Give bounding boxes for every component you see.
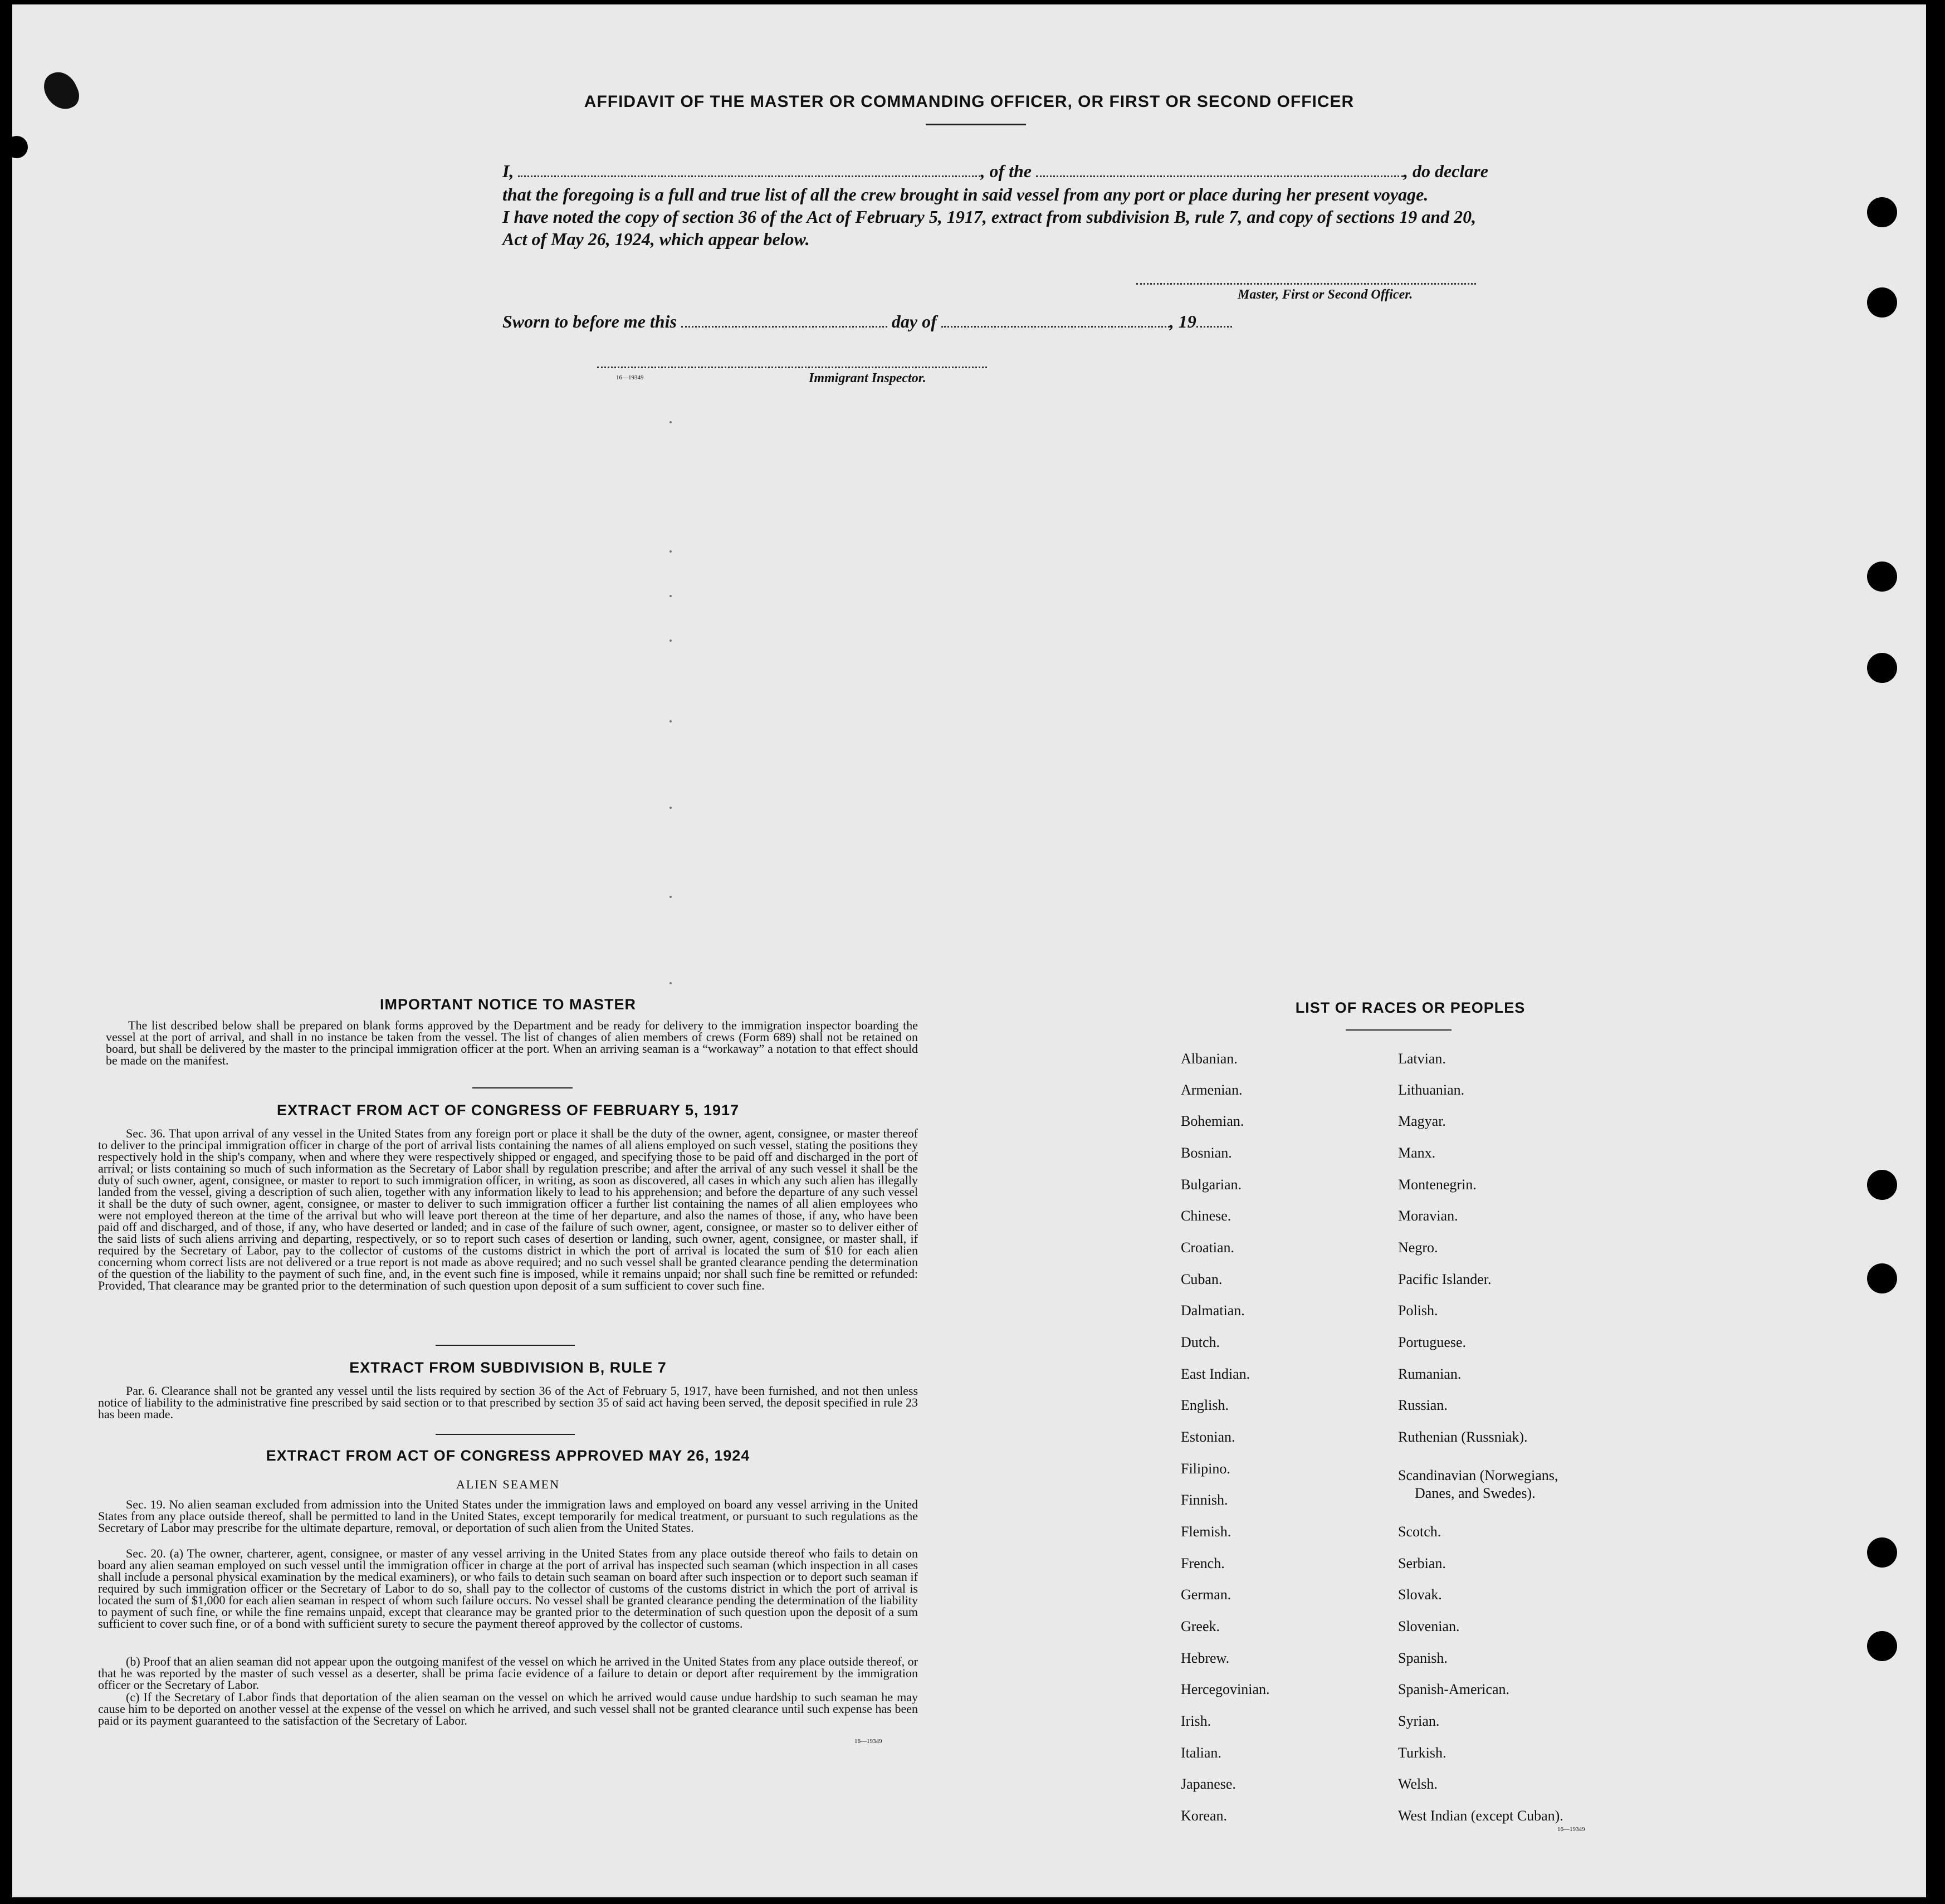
race-item: Lithuanian. [1398,1082,1465,1098]
race-item: Manx. [1398,1145,1436,1161]
subdivision-body: Par. 6. Clearance shall not be granted any vessel until the lists required by section 36 of the Act of February 5, 1917, have been furnished, and not then unless notice of liability to the administrative fine prescribed by said section or to that prescribed by section 35 of said act having been served, the deposit specified in rule 23 has been made. [98,1384,918,1421]
race-item: Armenian. [1181,1082,1243,1098]
fold-dot [669,896,672,898]
punch-hole [1867,562,1897,592]
punch-hole [1867,653,1897,683]
affidavit-line-4: Act of May 26, 1924, which appear below. [502,229,810,249]
race-item: Bosnian. [1181,1145,1232,1161]
race-item: Russian. [1398,1397,1448,1413]
extract-1917-divider [436,1345,575,1346]
punch-hole [6,136,28,158]
notice-title: IMPORTANT NOTICE TO MASTER [380,996,636,1013]
race-item: Hercegovinian. [1181,1681,1270,1697]
race-item: Moravian. [1398,1208,1458,1224]
inspector-signature-line[interactable] [597,367,987,368]
race-item: Danes, and Swedes). [1415,1485,1536,1501]
race-item: Estonian. [1181,1429,1235,1445]
race-item: Latvian. [1398,1051,1446,1067]
race-item: Japanese. [1181,1776,1236,1792]
sworn-text: Sworn to before me this [502,311,677,331]
race-item: Ruthenian (Russniak). [1398,1429,1528,1445]
race-item: Dutch. [1181,1334,1220,1350]
race-item: Scotch. [1398,1524,1441,1540]
extract-1924-sec20a: Sec. 20. (a) The owner, charterer, agent, consignee, or master of any vessel arriving in the United States from any place outside thereof who fails to detain on board any alien seaman employed on such vessel until the immigration officer in charge at the port of arrival has inspected such seaman (which inspection in all cases shall include a personal physical examination by the medical examiners), or who fails to detain such seaman on board after such inspection or to deport such seaman if required by such immigration officer or the Secretary of Labor to do so, shall pay to the collector of customs of the customs district in which the port of arrival is located the sum of $1,000 for each alien seaman in respect of whom such failure occurs. No vessel shall be granted clearance pending the determination of the liability to payment of such fine, or while the fine remains unpaid, except that clearance may be granted prior to the determination of such question upon the deposit of a sum sufficient to cover such fine, or of a bond with sufficient surety to secure the payment thereof approved by the collector of customs. [98,1546,918,1630]
inspector-signature-label: Immigrant Inspector. [809,371,926,385]
race-item: Spanish. [1398,1650,1448,1666]
race-item: Scandinavian (Norwegians, [1398,1467,1558,1483]
fold-dot [669,550,672,553]
race-item: Pacific Islander. [1398,1271,1492,1287]
extract-1924-sec20c: (c) If the Secretary of Labor finds that deportation of the alien seaman on the vessel on which he arrived would cause undue hardship to such seaman he may cause him to be deported on another vessel at the expense of the vessel on which he arrived, and such vessel shall not be granted clearance until such expense has been paid or its payment guaranteed to the satisfaction of the Secretary of Labor. [98,1690,918,1727]
declare-text: , do declare [1404,161,1488,181]
race-item: Irish. [1181,1713,1211,1729]
race-item: Filipino. [1181,1461,1230,1477]
affidavit-title: AFFIDAVIT OF THE MASTER OR COMMANDING OFFICER, OR FIRST OR SECOND OFFICER [584,92,1355,111]
form-number: 16—19349 [616,374,644,381]
title-underline [926,124,1026,125]
race-item: Slovenian. [1398,1618,1460,1634]
fold-dot [669,595,672,597]
race-item: Hebrew. [1181,1650,1230,1666]
punch-hole [1867,1537,1897,1568]
fold-dot [669,982,672,984]
fold-dot [669,639,672,642]
extract-1917-body: Sec. 36. That upon arrival of any vessel in the United States from any foreign port or place it shall be the duty of the owner, agent, consignee, or master thereof to deliver to the principal immigration officer in charge of the port of arrival lists containing the names of all aliens employed on such vessel, stating the positions they respectively hold in the ship's company, when and where they were respectively shipped or engaged, and specifying those to be paid off and discharged in the port of arrival; or lists containing so much of such information as the Secretary of Labor shall by regulation prescribe; and after the arrival of any such vessel it shall be the duty of such owner, agent, consignee, or master to report to such immigration officer, in writing, as soon as discovered, all cases in which any such alien has illegally landed from the vessel, giving a description of such alien, together with any information likely to lead to his apprehension; and before the departure of any such vessel it shall be the duty of such owner, agent, consignee, or master to deliver to such immigration officer a further list containing the names of all alien employees who were not employed thereon at the time of the arrival but who will leave port thereon at the time of her departure, and also the names of those, if any, who have been paid off and discharged, and of those, if any, who have deserted or landed; and in case of the failure of such owner, agent, consignee, or master so to deliver either of the said lists of such aliens arriving and departing, respectively, or so to report such cases of desertion or landing, such owner, agent, consignee, or master shall, if required by the Secretary of Labor, pay to the collector of customs of the customs district in which the port of arrival is located the sum of $10 for each alien concerning whom correct lists are not delivered or a true report is not made as above required; and no such vessel shall be granted clearance pending the determination of the question of the liability to the payment of such fine, and, in the event such fine is imposed, while it remains unpaid; nor shall such fine be remitted or refunded: Provided, That clearance may be granted prior to the determination of such question upon deposit of a sum sufficient to cover such fine. [98,1126,918,1292]
punch-hole [1867,197,1897,227]
punch-hole [1867,287,1897,318]
extract-1924-title: EXTRACT FROM ACT OF CONGRESS APPROVED MAY 26, 1924 [266,1447,750,1464]
year-blank[interactable] [1196,313,1232,328]
race-item: Dalmatian. [1181,1302,1245,1319]
race-item: Serbian. [1398,1555,1446,1571]
vessel-blank[interactable] [1036,162,1404,177]
affidavit-line-2: that the foregoing is a full and true list of all the crew brought in said vessel from any port or place during her present voyage. [502,184,1429,204]
race-item: Flemish. [1181,1524,1231,1540]
race-item: Welsh. [1398,1776,1438,1792]
races-title-underline [1346,1029,1452,1031]
master-signature-label: Master, First or Second Officer. [1238,287,1413,302]
race-item: Slovak. [1398,1586,1442,1603]
race-item: Polish. [1398,1302,1438,1319]
race-item: Negro. [1398,1239,1438,1256]
race-item: Finnish. [1181,1492,1228,1508]
notice-body: The list described below shall be prepared on blank forms approved by the Department and be ready for delivery to the immigration inspector boarding the vessel at the port of arrival, and shall in no instance be taken from the vessel. The list of changes of alien members of crews (Form 689) shall not be retained on board, but shall be delivered by the master to the principal immigration officer at the port. When an arriving seaman is a “workaway” a notation to that effect should be made on the manifest. [106,1018,918,1067]
race-item: French. [1181,1555,1225,1571]
extract-1924-sec20b: (b) Proof that an alien seaman did not appear upon the outgoing manifest of the vessel on which he arrived in the United States from any place outside thereof, or that he was reported by the master of such vessel as a deserter, shall be prima facie evidence of a failure to detain or deport after requirement by the immigration officer or the Secretary of Labor. [98,1654,918,1692]
day-blank[interactable] [681,313,887,328]
race-item: Portuguese. [1398,1334,1467,1350]
punch-hole [1867,1263,1897,1293]
fold-dot [669,421,672,423]
year-text: , 19 [1169,311,1196,331]
punch-hole [1867,1170,1897,1200]
race-item: German. [1181,1586,1231,1603]
extract-1924-sec19: Sec. 19. No alien seaman excluded from admission into the United States under the immigration laws and employed on board any vessel arriving in the United States from any place outside thereof, shall be permitted to land in the United States, except temporarily for medical treatment, or pursuant to such regulations as the Secretary of Labor may prescribe for the ultimate departure, removal, or deportation of such alien from the United States. [98,1497,918,1535]
race-item: Italian. [1181,1745,1221,1761]
document-page [12,4,1926,1897]
extract-1924-form-number: 16—19349 [854,1738,882,1745]
race-item: Syrian. [1398,1713,1440,1729]
master-signature-line[interactable] [1136,283,1476,285]
race-item: Bohemian. [1181,1113,1244,1129]
race-item: English. [1181,1397,1229,1413]
race-item: Montenegrin. [1398,1176,1477,1193]
race-item: Turkish. [1398,1745,1446,1761]
month-blank[interactable] [941,313,1170,328]
race-item: West Indian (except Cuban). [1398,1808,1563,1824]
of-the-text: , of the [980,161,1032,181]
race-item: Rumanian. [1398,1366,1462,1382]
sworn-line [502,310,1232,333]
notice-divider [472,1087,573,1088]
affidavit-i: I, [502,161,514,181]
race-item: Greek. [1181,1618,1220,1634]
race-item: Croatian. [1181,1239,1235,1256]
name-blank[interactable] [518,162,980,177]
races-form-number: 16—19349 [1557,1826,1585,1833]
race-item: Albanian. [1181,1051,1238,1067]
race-item: Chinese. [1181,1208,1231,1224]
subdivision-divider [436,1434,575,1435]
fold-dot [669,807,672,809]
race-item: Cuban. [1181,1271,1223,1287]
race-item: Spanish-American. [1398,1681,1510,1697]
extract-1924-subtitle: ALIEN SEAMEN [456,1477,560,1491]
affidavit-line-1 [502,159,1488,183]
subdivision-title: EXTRACT FROM SUBDIVISION B, RULE 7 [349,1359,667,1376]
race-item: Bulgarian. [1181,1176,1242,1193]
race-item: Korean. [1181,1808,1228,1824]
race-item: East Indian. [1181,1366,1250,1382]
affidavit-line-3: I have noted the copy of section 36 of the Act of February 5, 1917, extract from subdivision B, rule 7, and copy of sections 19 and 20, [502,207,1477,227]
races-title: LIST OF RACES OR PEOPLES [1295,999,1526,1016]
extract-1917-title: EXTRACT FROM ACT OF CONGRESS OF FEBRUARY 5, 1917 [276,1102,740,1119]
punch-hole [1867,1631,1897,1661]
race-item: Magyar. [1398,1113,1446,1129]
day-of-text: day of [891,311,937,331]
fold-dot [669,720,672,722]
